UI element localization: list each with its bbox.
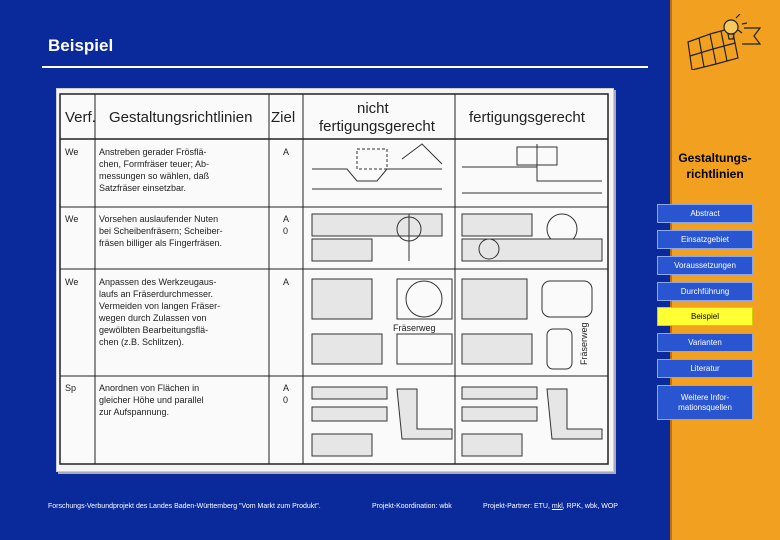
sidebar-heading bbox=[650, 150, 780, 182]
row3-line4: wegen durch Zulassen von bbox=[99, 313, 207, 323]
row3-label-fraeserweg-b: Fräserweg bbox=[579, 322, 589, 365]
title-rule bbox=[42, 66, 648, 68]
row2-verf: We bbox=[65, 214, 79, 224]
row1-line3: messungen so wählen, daß bbox=[99, 171, 210, 181]
nav-durchfuehrung[interactable]: Durchführung bbox=[657, 282, 753, 301]
row1-verf: We bbox=[65, 147, 79, 157]
row2-line1: Vorsehen auslaufender Nuten bbox=[99, 214, 219, 224]
header-guidelines: Gestaltungsrichtlinien bbox=[109, 109, 253, 126]
row3-line6: chen (z.B. Schlitzen). bbox=[99, 337, 185, 347]
guideline-table bbox=[57, 89, 613, 471]
nav-voraussetzungen[interactable]: Voraussetzungen bbox=[657, 256, 753, 275]
sidebar-heading-line2: richtlinien bbox=[686, 167, 744, 181]
row4-ziel-1: A bbox=[283, 383, 290, 393]
row3-line2: laufs an Fräserdurchmesser. bbox=[99, 289, 214, 299]
row4-verf: Sp bbox=[65, 383, 77, 393]
header-ziel: Ziel bbox=[271, 109, 296, 126]
header-not-suitable-1: nicht bbox=[357, 100, 389, 117]
row2-ziel-1: A bbox=[283, 214, 290, 224]
footer-partner-link[interactable]: mkl bbox=[551, 503, 563, 510]
nav-abstract[interactable]: Abstract bbox=[657, 204, 753, 223]
row3-verf: We bbox=[65, 277, 79, 287]
row3-line3: Vermeiden von langen Fräser- bbox=[99, 301, 221, 311]
header-suitable: fertigungsgerecht bbox=[469, 109, 585, 126]
header-not-suitable-2: fertigungsgerecht bbox=[319, 118, 435, 135]
nav-weitere-line2: mationsquellen bbox=[678, 402, 732, 412]
nav-literatur[interactable]: Literatur bbox=[657, 359, 753, 378]
row3-line5: gewölbten Bearbeitungsflä- bbox=[99, 325, 209, 335]
row4-line1: Anordnen von Flächen in bbox=[99, 383, 200, 393]
header-verf: Verf. bbox=[65, 109, 96, 126]
footer-project: Forschungs-Verbundprojekt des Landes Baden-Württemberg "Vom Markt zum Produkt". bbox=[48, 503, 321, 510]
row3-line1: Anpassen des Werkzeugaus- bbox=[99, 277, 217, 287]
row2-line2: bei Scheibenfräsern; Scheiber- bbox=[99, 226, 223, 236]
grid-lightbulb-logo-icon bbox=[684, 14, 764, 70]
sidebar-heading-line1: Gestaltungs- bbox=[678, 151, 752, 165]
nav-varianten[interactable]: Varianten bbox=[657, 333, 753, 352]
row1-line1: Anstreben gerader Frösflä- bbox=[99, 147, 207, 157]
row1-ziel: A bbox=[283, 147, 290, 157]
footer-partners-prefix: Projekt-Partner: ETU, bbox=[483, 503, 552, 510]
nav-weitere-informationsquellen[interactable] bbox=[657, 385, 753, 420]
row4-line3: zur Aufspannung. bbox=[99, 407, 170, 417]
footer-partners-suffix: , RPK, wbk, WOP bbox=[562, 503, 618, 510]
guideline-table-figure bbox=[56, 88, 614, 472]
row2-line3: fräsen billiger als Fingerfräsen. bbox=[99, 238, 223, 248]
nav-beispiel[interactable]: Beispiel bbox=[657, 307, 753, 326]
row2-ziel-2: 0 bbox=[283, 226, 289, 236]
row3-label-fraeserweg-a: Fräserweg bbox=[393, 323, 436, 333]
row3-ziel: A bbox=[283, 277, 290, 287]
row4-ziel-2: 0 bbox=[283, 395, 289, 405]
row1-line4: Satzfräser einsetzbar. bbox=[99, 183, 187, 193]
footer-partners bbox=[483, 503, 618, 510]
slide-title: Beispiel bbox=[48, 36, 114, 55]
row4-line2: gleicher Höhe und parallel bbox=[99, 395, 204, 405]
footer-coordination: Projekt-Koordination: wbk bbox=[372, 503, 452, 510]
nav-einsatzgebiet[interactable]: Einsatzgebiet bbox=[657, 230, 753, 249]
nav-weitere-line1: Weitere Infor- bbox=[680, 392, 730, 402]
row1-line2: chen, Formfräser teuer; Ab- bbox=[99, 159, 210, 169]
